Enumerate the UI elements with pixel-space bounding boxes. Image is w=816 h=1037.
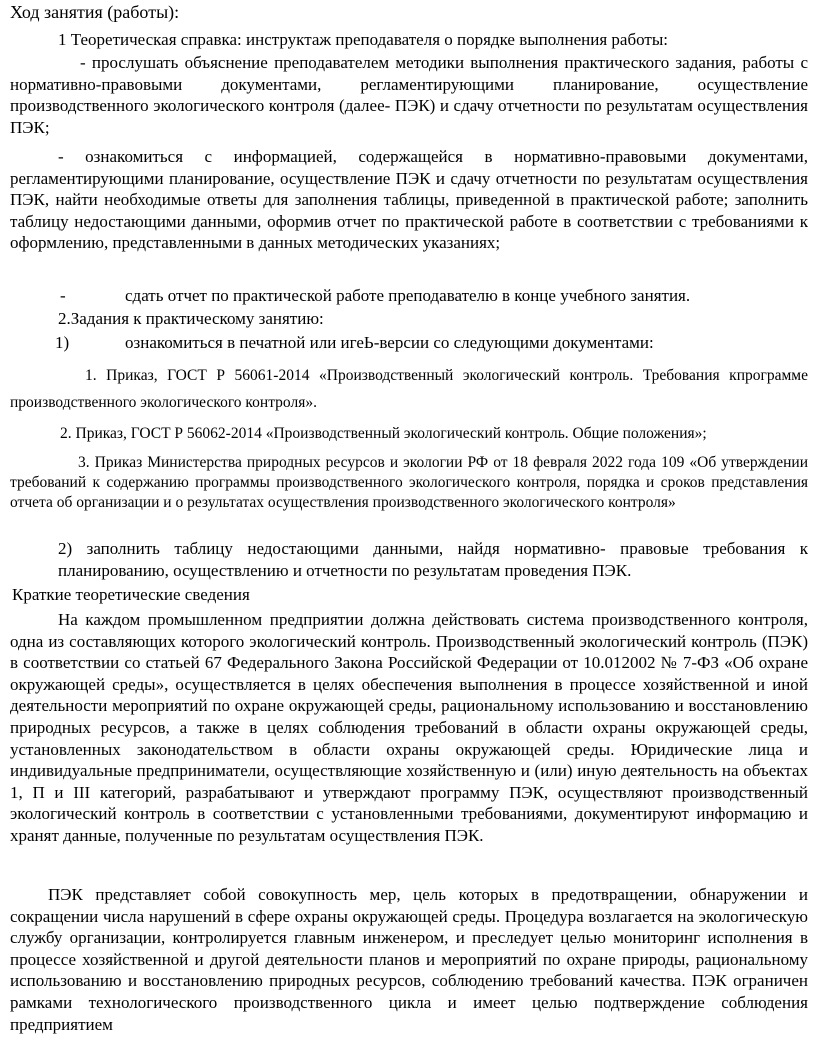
page-heading: Ход занятия (работы):: [10, 2, 180, 22]
theory-intro: 1 Теоретическая справка: инструктаж преподавателя о порядке выполнения работы:: [58, 30, 668, 49]
document-item: 3. Приказ Министерства природных ресурсов и экологии РФ от 18 февраля 2022 года 109 «Об утверждении требований к содержанию программы производственного экологического контроля, порядка и сроков представления отчета об организации и о результатах осуществления производственного экологического контроля»: [10, 454, 808, 511]
paragraph: ПЭК представляет собой совокупность мер, цель которых в предотвращении, обнаружении и сокращении числа нарушений в сфере охраны окружающей среды. Процедура возлагается на экологическую службу организации, контролируется главным инженером, и преследует целью мониторинг исполнения в процессе хозяйственной и другой деятельности планов и мероприятий по охране природы, рациональному использованию и восстановлению природных ресурсов, соблюдению требований качества. ПЭК ограничен рамками технологического производственного цикла и имеет целью подтверждение соблюдения предприятием: [10, 885, 808, 1034]
paragraph: На каждом промышленном предприятии должна действовать система производственного контроля, одна из составляющих которого экологический контроль. Производственный экологический контроль (ПЭК) в соответствии со статьей 67 Федерального Закона Российской Федерации от 10.012002 № 7-ФЗ «Об охране окружающей среды», осуществляется в целях обеспечения выполнения в процессе хозяйственной и иной деятельности мероприятий по охране окружающей среды, рациональному использованию и восстановлению природных ресурсов, а также в целях соблюдения требований в области охраны окружающей среды, установленных законодательством в области охраны окружающей среды. Юридические лица и индивидуальные предприниматели, осуществляющие хозяйственную и (или) иную деятельность на объектах 1, П и III категорий, разрабатывают и утверждают программу ПЭК, осуществляют производственный экологический контроль в соответствии с установленными требованиями, документируют информацию и хранят данные, полученные по результатам осуществления ПЭК.: [10, 610, 808, 845]
tasks-heading: 2.Задания к практическому занятию:: [58, 309, 324, 328]
task-item: 2) заполнить таблицу недостающими данными, найдя нормативно- правовые требования к планированию, осуществлению и отчетности по результатам проведения ПЭК.: [58, 539, 808, 580]
bullet-item: - ознакомиться с информацией, содержащейся в нормативно-правовыми документами, регламентирующими планирование, осуществление ПЭК и сдачу отчетности по результатам осуществления ПЭК, найти необходимые ответы для заполнения таблицы, приведенной в практической работе; заполнить таблицу недостающими данными, оформив отчет по практической работе в соответствии с требованиями к оформлению, представленными в данных методических указаниях;: [10, 147, 808, 253]
section-heading: Краткие теоретические сведения: [12, 585, 250, 604]
task-text: ознакомиться в печатной или игеЬ-версии со следующими документами:: [125, 333, 654, 352]
bullet-item: - прослушать объяснение преподавателем методики выполнения практического задания, работы с нормативно-правовыми документами, регламентирующими планирование, осуществление производственного экологического контроля (далее- ПЭК) и сдачу отчетности по результатам осуществления ПЭК;: [10, 53, 808, 137]
task-number: 1): [55, 333, 70, 352]
bullet-dash: -: [60, 286, 66, 305]
document-item: 2. Приказ, ГОСТ Р 56062-2014 «Производственный экологический контроль. Общие положения»;: [60, 425, 707, 442]
document-item: 1. Приказ, ГОСТ Р 56061-2014 «Производственный экологический контроль. Требования кпрограмме производственного экологического контроля».: [10, 367, 808, 411]
bullet-text: сдать отчет по практической работе преподавателю в конце учебного занятия.: [125, 286, 691, 305]
